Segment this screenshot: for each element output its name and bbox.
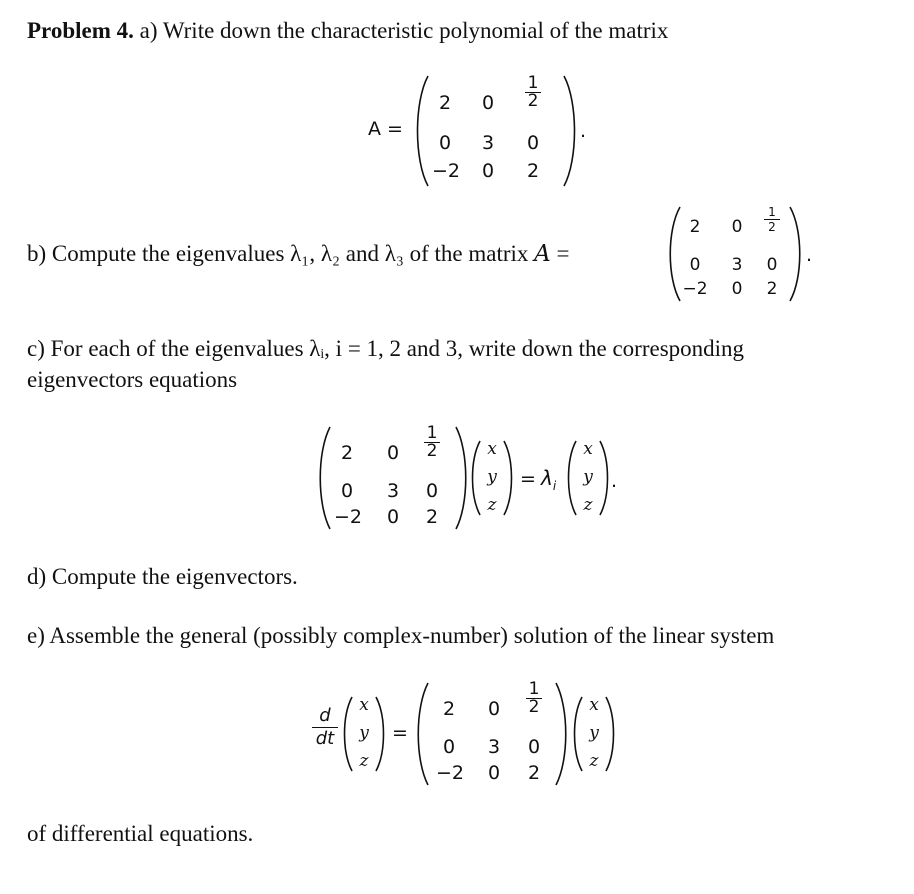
cell: 0 <box>481 160 495 182</box>
vector-y: y <box>583 467 593 487</box>
cell: 2 <box>689 217 701 237</box>
cell: 2 <box>526 160 540 182</box>
fraction: 1 2 <box>524 682 544 715</box>
problem-label: Problem 4. <box>27 18 134 43</box>
period: . <box>806 244 813 266</box>
cell: 2 <box>438 92 452 114</box>
cell: 2 <box>425 506 439 528</box>
part-e-line: e) Assemble the general (possibly complex-number) solution of the linear system <box>27 623 775 648</box>
vector-y: y <box>589 723 599 743</box>
vector-z: z <box>487 495 497 515</box>
cell: 0 <box>731 217 743 237</box>
vector-x: x <box>583 439 593 459</box>
cell: 0 <box>481 92 495 114</box>
cell: 0 <box>487 762 501 784</box>
vector-y: y <box>487 467 497 487</box>
cell: −2 <box>436 762 465 784</box>
fraction: 1 2 <box>762 206 782 233</box>
cell: −2 <box>682 279 708 299</box>
cell: 3 <box>386 480 400 502</box>
cell: 0 <box>442 736 456 758</box>
part-c-line-1: c) For each of the eigenvalues λᵢ, i = 1, 2 and 3, write down the corresponding <box>27 336 745 361</box>
vector-xyz <box>470 438 514 518</box>
cell: 2 <box>340 442 354 464</box>
closing-line: of differential equations. <box>27 821 254 846</box>
cell: 0 <box>340 480 354 502</box>
cell: −2 <box>432 160 461 182</box>
cell: 3 <box>487 736 501 758</box>
vector-xyz <box>566 438 610 518</box>
vector-z: z <box>583 495 593 515</box>
cell: 0 <box>386 442 400 464</box>
cell: 0 <box>487 698 501 720</box>
vector-z: z <box>589 751 599 771</box>
cell: 0 <box>386 506 400 528</box>
vector-y: y <box>359 723 369 743</box>
matrix-name: A <box>534 241 551 267</box>
vector-xyz <box>342 694 386 774</box>
cell: 3 <box>731 255 743 275</box>
system-matrix <box>414 680 572 788</box>
cell: 2 <box>766 279 778 299</box>
vector-xyz <box>572 694 616 774</box>
cell: 3 <box>481 132 495 154</box>
part-a-line <box>27 17 668 45</box>
fraction: 1 2 <box>523 76 543 109</box>
vector-x: x <box>359 695 369 715</box>
matrix-a-label: A = <box>368 118 403 140</box>
matrix-a <box>412 72 582 190</box>
part-a-text: a) Write down the characteristic polynomial of the matrix <box>139 18 669 43</box>
cell: 0 <box>527 736 541 758</box>
period: . <box>611 470 618 492</box>
cell: 2 <box>527 762 541 784</box>
matrix-b <box>666 204 806 304</box>
part-d-line: d) Compute the eigenvectors. <box>27 564 298 589</box>
equals-sign: = <box>392 722 408 744</box>
vector-x: x <box>589 695 599 715</box>
cell: 0 <box>766 255 778 275</box>
equals-sign: = <box>556 241 570 266</box>
fraction: 1 2 <box>422 426 442 459</box>
cell: 2 <box>442 698 456 720</box>
equals-sign: = <box>520 468 536 490</box>
vector-z: z <box>359 751 369 771</box>
part-b-text: b) Compute the eigenvalues λ₁, λ₂ and λ₃ of the matrix <box>27 241 529 266</box>
derivative-operator: d dt <box>310 706 340 749</box>
part-b-line <box>27 240 570 268</box>
cell: −2 <box>334 506 363 528</box>
part-c-line-2: eigenvectors equations <box>27 367 238 392</box>
lambda-i: $\lambda_i$ <box>541 466 557 493</box>
vector-x: x <box>487 439 497 459</box>
eigen-matrix <box>316 424 472 532</box>
cell: 0 <box>731 279 743 299</box>
cell: 0 <box>526 132 540 154</box>
period: . <box>580 120 587 142</box>
cell: 0 <box>425 480 439 502</box>
cell: 0 <box>689 255 701 275</box>
cell: 0 <box>438 132 452 154</box>
